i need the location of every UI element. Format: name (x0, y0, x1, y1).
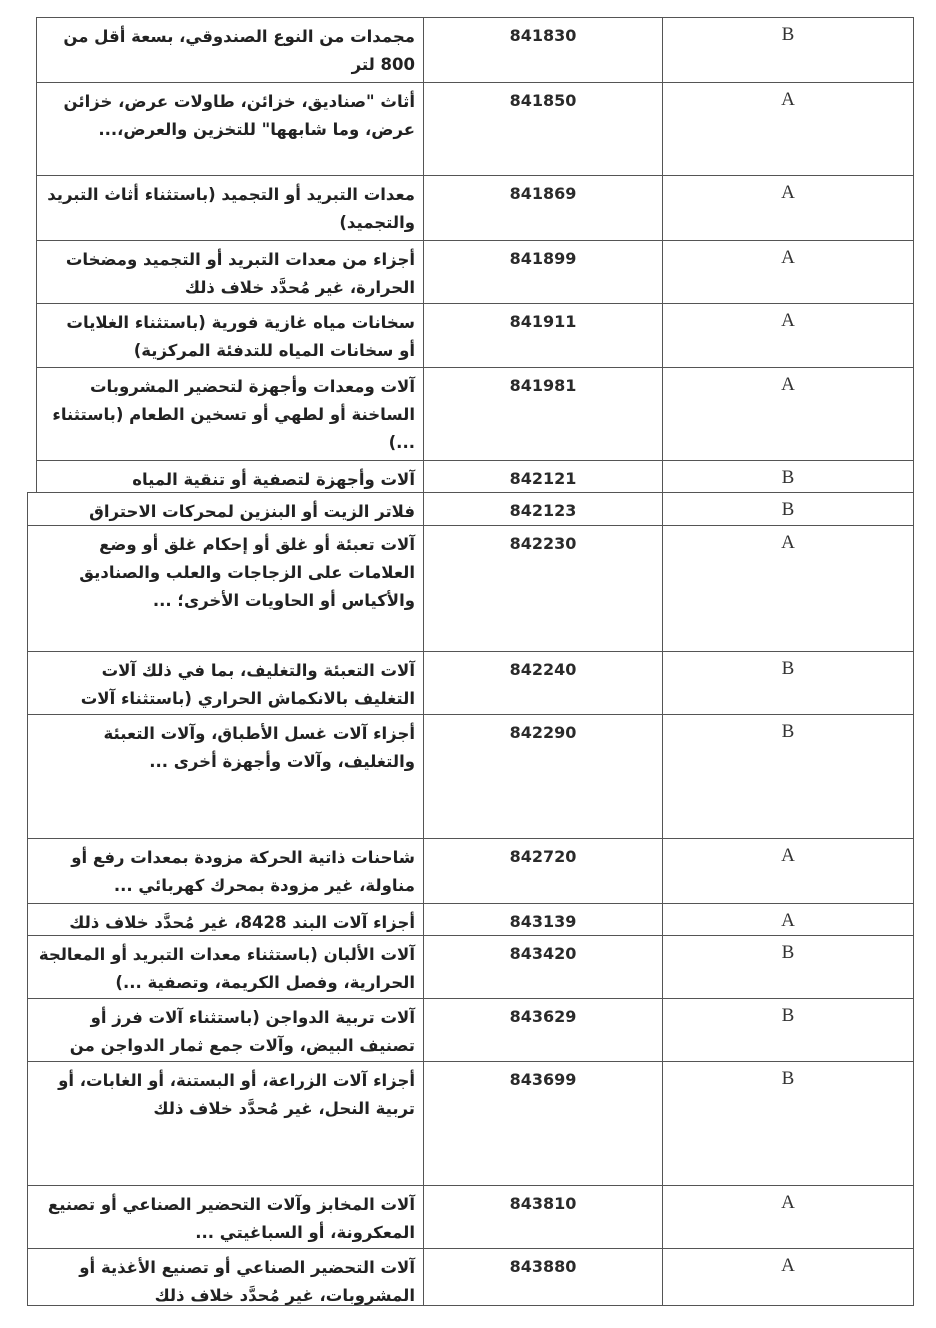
code-cell: 843420 (424, 936, 663, 999)
table-row (27, 1061, 914, 1186)
table-row (36, 460, 914, 493)
code-cell: 843629 (424, 999, 663, 1062)
description-cell: سخانات مياه غازية فورية (باستثناء الغلايات أو سخانات المياه للتدفئة المركزية) (37, 304, 424, 368)
code-cell: 842240 (424, 652, 663, 715)
category-cell: B (781, 24, 795, 45)
category-cell: A (781, 845, 795, 866)
table-row (36, 240, 914, 304)
category-cell: A (781, 310, 795, 331)
table-row (36, 303, 914, 368)
table-row (27, 998, 914, 1062)
table-row (27, 1185, 914, 1249)
code-cell: 843139 (424, 904, 663, 936)
table-row (27, 903, 914, 936)
category-cell: A (781, 1192, 795, 1213)
description-cell: آلات التحضير الصناعي أو تصنيع الأغذية أو المشروبات، غير مُحدَّد خلاف ذلك (28, 1249, 424, 1305)
code-cell: 843810 (424, 1186, 663, 1249)
category-cell: B (781, 721, 795, 742)
description-cell: أجزاء آلات البند 8428، غير مُحدَّد خلاف ذلك (28, 904, 424, 936)
category-cell: B (781, 499, 795, 520)
description-cell: معدات التبريد أو التجميد (باستثناء أثاث التبريد والتجميد) (37, 176, 424, 241)
description-cell: فلاتر الزيت أو البنزين لمحركات الاحتراق (28, 493, 424, 526)
category-cell: A (781, 182, 795, 203)
code-cell: 841830 (424, 18, 663, 83)
category-cell: A (781, 89, 795, 110)
description-cell: شاحنات ذاتية الحركة مزودة بمعدات رفع أو مناولة، غير مزودة بمحرك كهربائي ... (28, 839, 424, 904)
description-cell: آلات تعبئة أو غلق أو إحكام غلق أو وضع العلامات على الزجاجات والعلب والصناديق والأكياس أو الحاويات الأخرى؛ ... (28, 526, 424, 652)
description-cell: آلات تربية الدواجن (باستثناء آلات فرز أو تصنيف البيض، وآلات جمع ثمار الدواجن من (28, 999, 424, 1062)
table-row (36, 17, 914, 83)
category-cell: B (781, 1005, 795, 1026)
description-cell: آلات التعبئة والتغليف، بما في ذلك آلات التغليف بالانكماش الحراري (باستثناء آلات (28, 652, 424, 715)
code-cell: 841850 (424, 83, 663, 176)
category-cell: A (781, 247, 795, 268)
category-cell: A (781, 1255, 795, 1276)
category-cell: A (781, 910, 795, 931)
code-cell: 842290 (424, 715, 663, 839)
description-cell: أجزاء من معدات التبريد أو التجميد ومضخات الحرارة، غير مُحدَّد خلاف ذلك (37, 241, 424, 304)
table-row (27, 838, 914, 904)
description-cell: آلات وأجهزة لتصفية أو تنقية المياه (37, 461, 424, 493)
code-cell: 842123 (424, 493, 663, 526)
table-row (27, 714, 914, 839)
category-cell: B (781, 467, 795, 488)
description-cell: آلات ومعدات وأجهزة لتحضير المشروبات الساخنة أو لطهي أو تسخين الطعام (باستثناء ...) (37, 368, 424, 461)
description-cell: آلات الألبان (باستثناء معدات التبريد أو المعالجة الحرارية، وفصل الكريمة، وتصفية ...) (28, 936, 424, 999)
category-cell: A (781, 532, 795, 553)
description-cell: أجزاء آلات غسل الأطباق، وآلات التعبئة والتغليف، وآلات وأجهزة أخرى ... (28, 715, 424, 839)
category-cell: B (781, 942, 795, 963)
code-cell: 841899 (424, 241, 663, 304)
category-cell: B (781, 1068, 795, 1089)
code-cell: 843699 (424, 1062, 663, 1186)
table-row (27, 651, 914, 715)
code-cell: 841981 (424, 368, 663, 461)
description-cell: أثاث "صناديق، خزائن، طاولات عرض، خزائن عرض، وما شابهها" للتخزين والعرض،... (37, 83, 424, 176)
table-row (27, 525, 914, 652)
table-row (27, 492, 914, 526)
table-row (27, 935, 914, 999)
code-cell: 842121 (424, 461, 663, 493)
description-cell: آلات المخابز وآلات التحضير الصناعي أو تصنيع المعكرونة، أو السباغيتي ... (28, 1186, 424, 1249)
table-row (27, 1248, 914, 1306)
code-cell: 841869 (424, 176, 663, 241)
description-cell: مجمدات من النوع الصندوقي، بسعة أقل من 800 لتر (37, 18, 424, 83)
code-cell: 842720 (424, 839, 663, 904)
description-cell: أجزاء آلات الزراعة، أو البستنة، أو الغابات، أو تربية النحل، غير مُحدَّد خلاف ذلك (28, 1062, 424, 1186)
table-row (36, 82, 914, 176)
code-cell: 842230 (424, 526, 663, 652)
code-cell: 843880 (424, 1249, 663, 1305)
category-cell: A (781, 374, 795, 395)
table-row (36, 175, 914, 241)
category-cell: B (781, 658, 795, 679)
code-cell: 841911 (424, 304, 663, 368)
table-row (36, 367, 914, 461)
